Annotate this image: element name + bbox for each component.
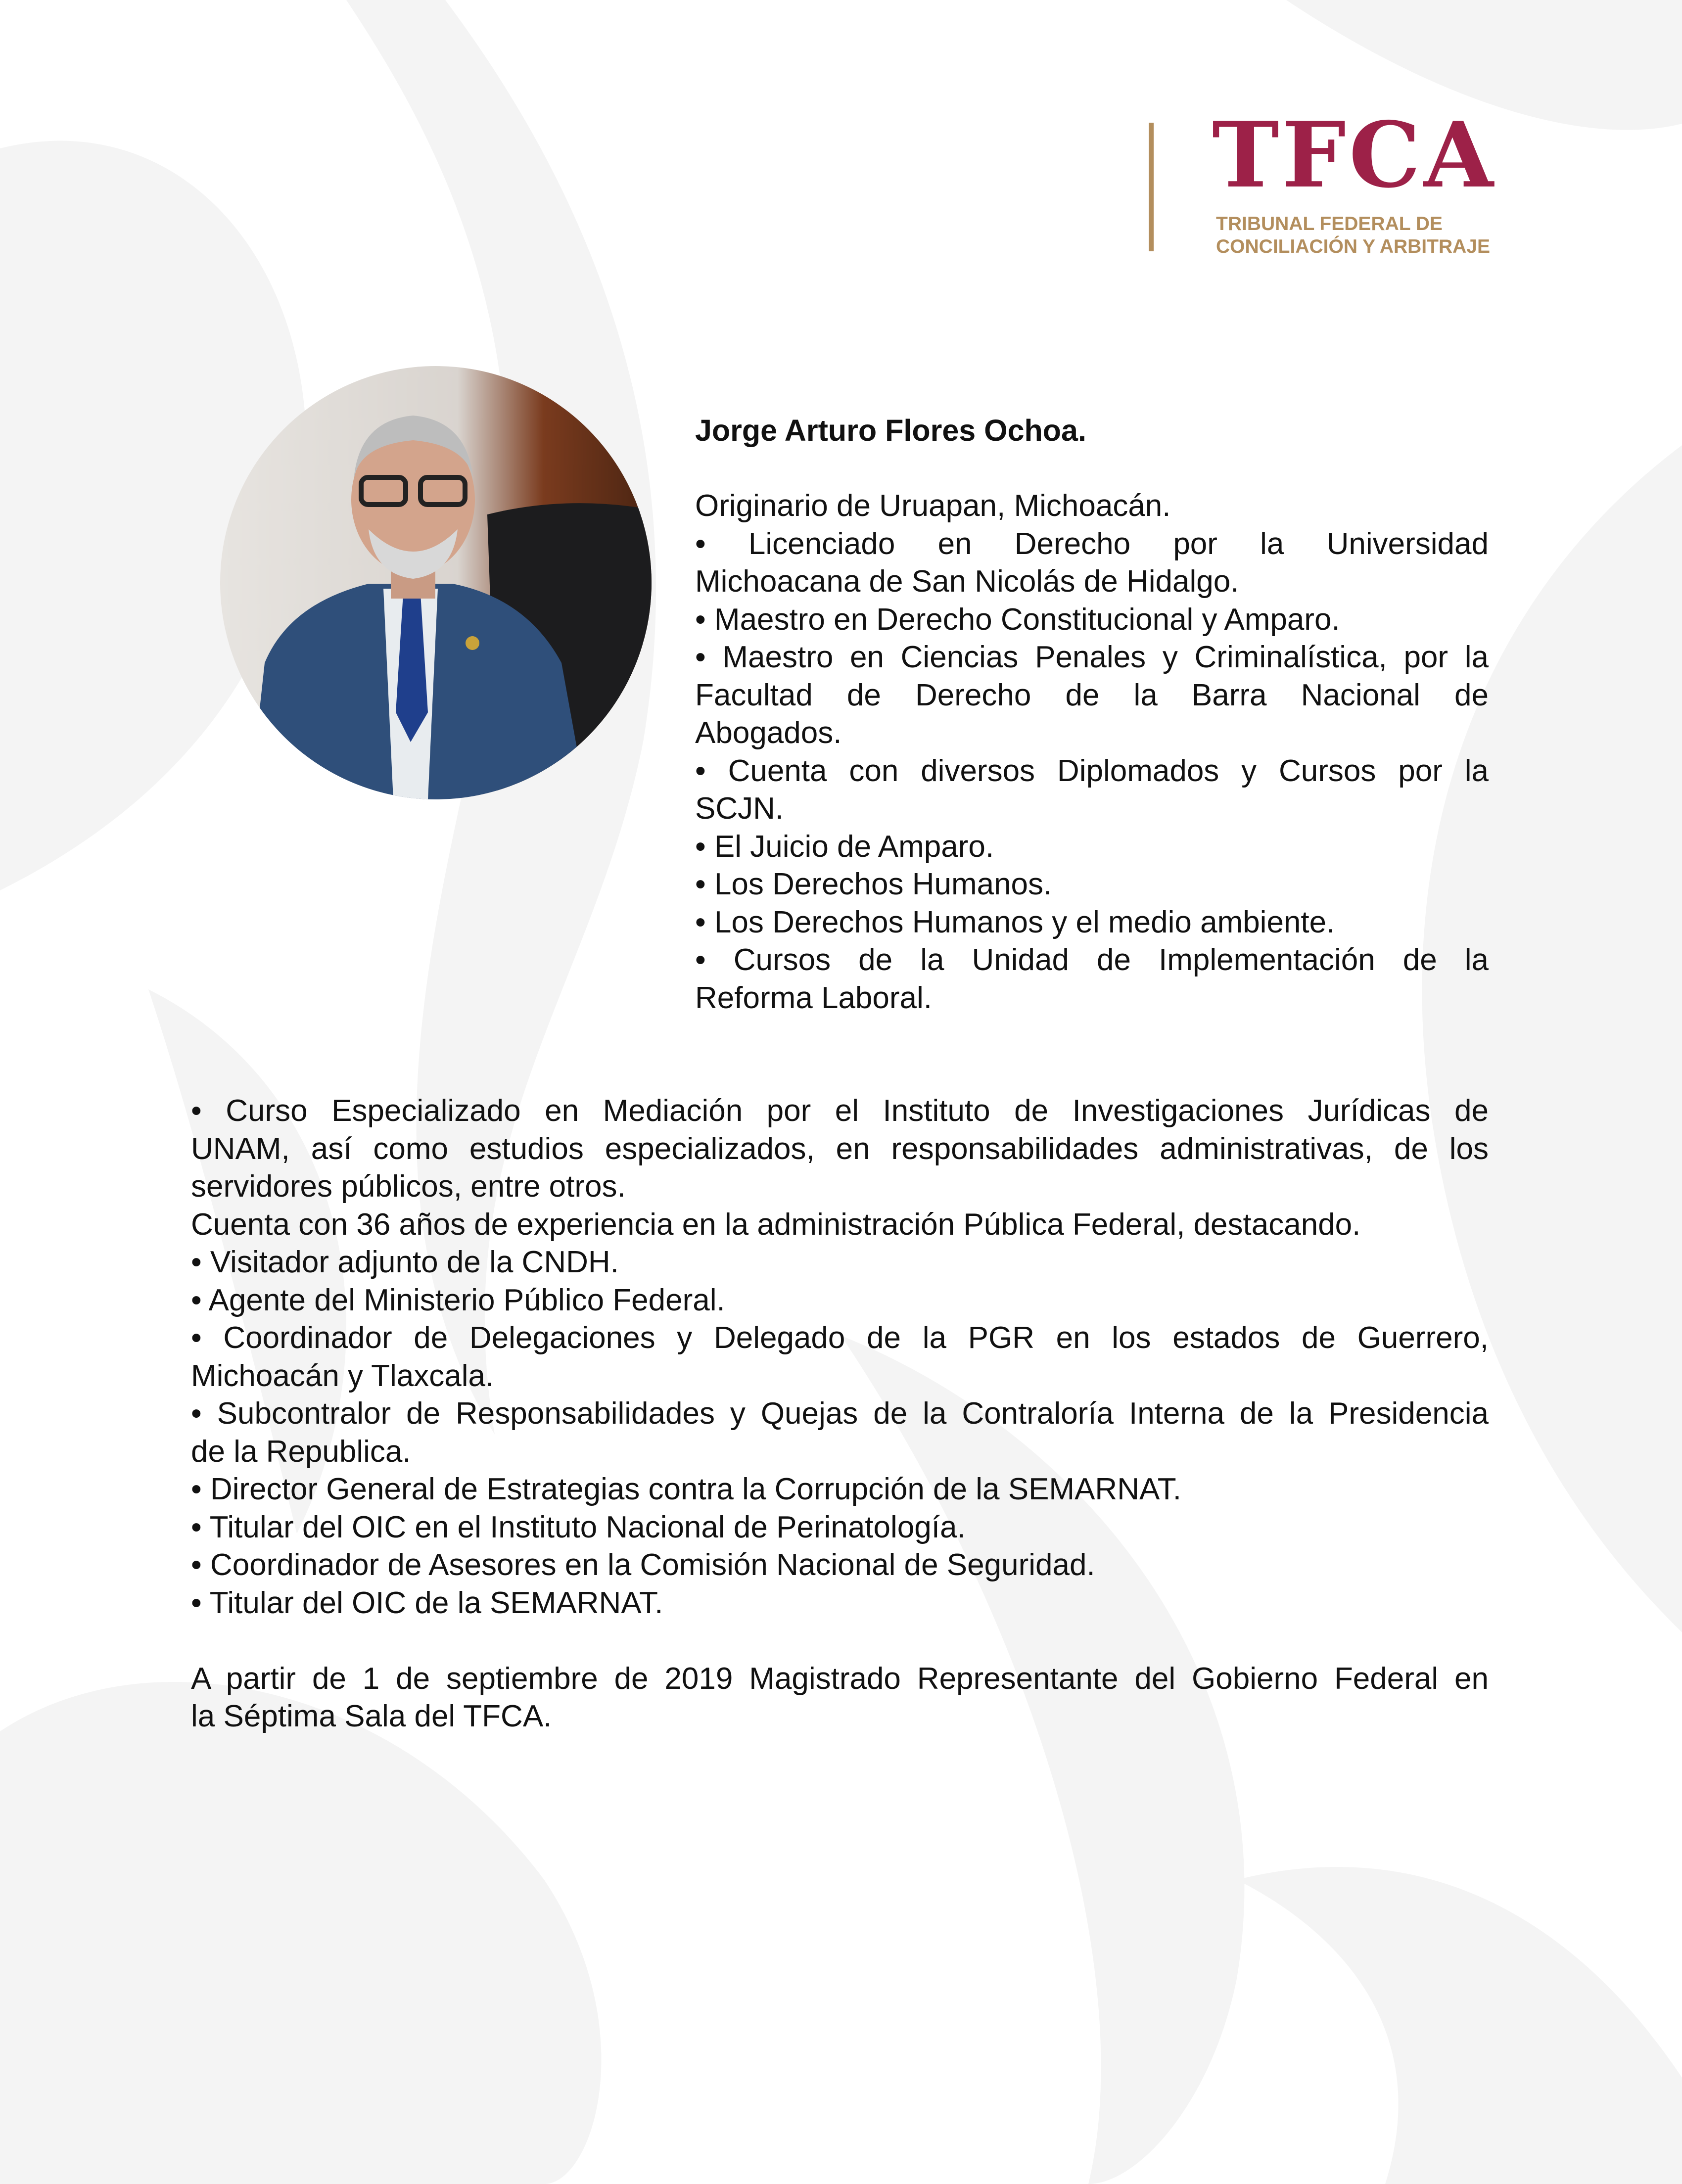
text-line: • Los Derechos Humanos y el medio ambiente. [695,905,1335,939]
person-name: Jorge Arturo Flores Ochoa. [695,414,1086,447]
text-line: Michoacán y Tlaxcala. [191,1358,494,1393]
spacer [191,1622,1489,1660]
text-line: Cuenta con 36 años de experiencia en la administración Pública Federal, destacando. [191,1207,1361,1242]
text-line: SCJN. [695,791,784,826]
text-line: Abogados. [695,716,842,750]
text-line: Facultad de Derecho de la Barra Nacional de [695,678,1489,712]
text-line: de la Republica. [191,1434,411,1469]
text-line: • Titular del OIC en el Instituto Nacional de Perinatología. [191,1510,966,1544]
text-line: • Licenciado en Derecho por la Universidad [695,526,1489,561]
text-line: • Los Derechos Humanos. [695,867,1052,901]
text-line: • Coordinador de Delegaciones y Delegado de la PGR en los estados de Guerrero, [191,1321,1489,1355]
text-line: UNAM, así como estudios especializados, en responsabilidades administrativas, de los [191,1131,1489,1166]
text-line: Michoacana de San Nicolás de Hidalgo. [695,564,1239,599]
text-line: Originario de Uruapan, Michoacán. [695,489,1171,523]
text-line: • Curso Especializado en Mediación por el Instituto de Investigaciones Jurídicas de [191,1094,1489,1128]
text-line: • Cursos de la Unidad de Implementación de la [695,943,1489,977]
text-line: • El Juicio de Amparo. [695,829,994,864]
logo-subtitle-line: CONCILIACIÓN Y ARBITRAJE [1216,236,1490,257]
logo-subtitle [1216,213,1490,258]
career-details [191,1092,1489,1736]
text-line: • Maestro en Derecho Constitucional y Amparo. [695,602,1340,637]
text-line: • Subcontralor de Responsabilidades y Quejas de la Contraloría Interna de la Presidencia [191,1396,1489,1431]
text-line: servidores públicos, entre otros. [191,1169,626,1204]
logo-subtitle-line: TRIBUNAL FEDERAL DE [1216,213,1443,234]
spacer [695,450,1489,488]
profile-photo [220,366,652,799]
text-line: • Coordinador de Asesores en la Comisión Nacional de Seguridad. [191,1548,1095,1582]
text-line: • Agente del Ministerio Público Federal. [191,1283,725,1317]
logo-title: TFCA [1212,102,1496,208]
text-line: • Cuenta con diversos Diplomados y Cursos por la [695,753,1489,788]
closing-line: la Séptima Sala del TFCA. [191,1699,552,1733]
text-line: • Director General de Estrategias contra la Corrupción de la SEMARNAT. [191,1472,1181,1506]
text-line: Reforma Laboral. [695,980,933,1015]
profile-summary [695,412,1489,1017]
text-line: • Titular del OIC de la SEMARNAT. [191,1585,663,1620]
closing-line: A partir de 1 de septiembre de 2019 Magistrado Representante del Gobierno Federal en [191,1661,1489,1696]
logo-divider [1149,123,1154,251]
text-line: • Visitador adjunto de la CNDH. [191,1245,619,1279]
text-line: • Maestro en Ciencias Penales y Criminalística, por la [695,640,1489,674]
